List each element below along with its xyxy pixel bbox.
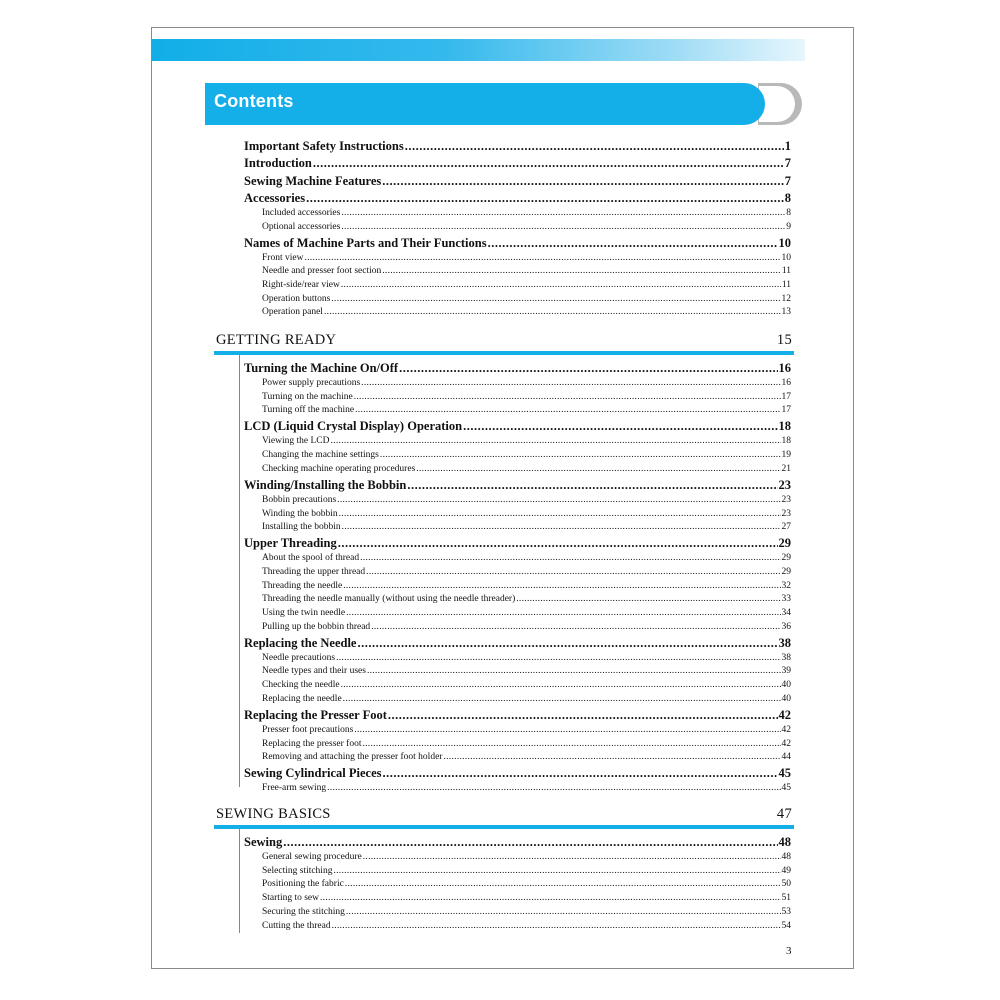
dot-leader xyxy=(331,293,780,307)
toc-entry-label: Replacing the Presser Foot xyxy=(244,707,387,722)
dot-leader xyxy=(342,521,781,535)
toc-entry-page: 50 xyxy=(781,879,791,890)
toc-entry-label: Accessories xyxy=(244,190,306,205)
toc-entry-cutting-the-thread[interactable] xyxy=(262,920,791,934)
toc-entry-label: Front view xyxy=(262,252,304,263)
toc-entry-label: Turning the Machine On/Off xyxy=(244,361,399,375)
toc-entry-threading-the-needle-manually-without-using-the-needle-threader[interactable] xyxy=(262,593,791,607)
toc-entry-starting-to-sew[interactable] xyxy=(262,892,791,906)
toc-entry-label: Sewing Cylindrical Pieces xyxy=(244,766,382,781)
toc-entry-label: Free-arm sewing xyxy=(262,783,327,794)
toc-entry-power-supply-precautions[interactable] xyxy=(262,377,791,391)
toc-entry-threading-the-upper-thread[interactable] xyxy=(262,566,791,580)
toc-entry-label: Winding the bobbin xyxy=(262,508,338,519)
dot-leader xyxy=(304,252,780,266)
toc-entry-page: 38 xyxy=(781,652,791,663)
toc-entry-label: Sewing Machine Features xyxy=(244,173,382,188)
toc-entry-label: Sewing xyxy=(244,835,283,849)
toc-entry-label: Replacing the needle xyxy=(262,693,342,704)
dot-leader xyxy=(383,765,778,782)
toc-entry-page: 7 xyxy=(784,156,791,171)
toc-entry-front-view[interactable] xyxy=(262,252,791,266)
toc-entry-viewing-the-lcd[interactable] xyxy=(262,435,791,449)
toc-entry-winding-installing-the-bobbin[interactable] xyxy=(244,477,791,494)
dot-leader xyxy=(341,207,785,221)
toc-entry-page: 21 xyxy=(781,463,791,474)
toc-entry-replacing-the-presser-foot[interactable] xyxy=(262,738,791,752)
page-number: 3 xyxy=(786,945,792,957)
toc-entry-label: Included accessories xyxy=(262,207,341,218)
toc-entry-page: 29 xyxy=(778,536,791,551)
section-heading-sewing-basics xyxy=(216,806,792,824)
dot-leader xyxy=(388,707,778,724)
toc-entry-included-accessories[interactable] xyxy=(262,207,791,221)
section-page: 15 xyxy=(776,332,792,348)
dot-leader xyxy=(337,494,780,508)
section-indent-line xyxy=(239,355,240,787)
toc-entry-removing-and-attaching-the-presser-foot-holder[interactable] xyxy=(262,751,791,765)
toc-entry-label: Important Safety Instructions xyxy=(244,139,404,153)
dot-leader xyxy=(360,552,780,566)
toc-entry-page: 48 xyxy=(778,835,791,849)
dot-leader xyxy=(382,265,781,279)
toc-entry-replacing-the-presser-foot[interactable] xyxy=(244,707,791,724)
toc-entry-names-of-machine-parts-and-their-functions[interactable] xyxy=(244,235,791,252)
toc-entry-page: 44 xyxy=(781,752,791,763)
toc-entry-page: 1 xyxy=(784,139,791,153)
toc-entry-label: Starting to sew xyxy=(262,893,319,904)
toc-entry-page: 29 xyxy=(781,553,791,564)
document-page xyxy=(151,27,854,969)
toc-entry-page: 33 xyxy=(781,594,791,605)
dot-leader xyxy=(516,593,780,607)
toc-entry-label: Names of Machine Parts and Their Functions xyxy=(244,235,487,250)
toc-entry-general-sewing-procedure[interactable] xyxy=(262,851,791,865)
toc-entry-page: 42 xyxy=(781,738,791,749)
dot-leader xyxy=(366,566,780,580)
dot-leader xyxy=(382,173,783,190)
toc-entry-turning-off-the-machine[interactable] xyxy=(262,404,791,418)
toc-entry-sewing-machine-features[interactable] xyxy=(244,173,791,190)
toc-entry-label: Needle precautions xyxy=(262,652,336,663)
toc-entry-label: Turning off the machine xyxy=(262,405,355,416)
toc-entry-page: 10 xyxy=(778,235,791,250)
dot-leader xyxy=(320,892,781,906)
toc-entry-label: Viewing the LCD xyxy=(262,436,330,447)
toc-entry-using-the-twin-needle[interactable] xyxy=(262,607,791,621)
top-gradient-bar xyxy=(152,39,805,61)
toc-entry-label: Turning on the machine xyxy=(262,391,353,402)
page-title: Contents xyxy=(214,91,294,111)
section-title: GETTING READY xyxy=(216,332,337,348)
dot-leader xyxy=(331,435,781,449)
toc-entry-label: Pulling up the bobbin thread xyxy=(262,621,371,632)
toc-entry-label: Selecting stitching xyxy=(262,865,333,876)
toc-entry-page: 51 xyxy=(781,893,791,904)
dot-leader xyxy=(333,865,780,879)
toc-entry-page: 23 xyxy=(781,494,791,505)
contents-banner xyxy=(205,83,765,125)
dot-leader xyxy=(346,607,780,621)
dot-leader xyxy=(306,190,784,207)
toc-entry-label: Checking machine operating procedures xyxy=(262,463,416,474)
toc-entry-replacing-the-needle[interactable] xyxy=(244,635,791,652)
toc-entry-label: Installing the bobbin xyxy=(262,522,341,533)
toc-entry-threading-the-needle[interactable] xyxy=(262,580,791,594)
toc-entry-page: 16 xyxy=(778,361,791,375)
toc-entry-page: 19 xyxy=(781,450,791,461)
dot-leader xyxy=(341,279,781,293)
toc-entry-label: Threading the needle xyxy=(262,580,343,591)
toc-entry-label: Removing and attaching the presser foot holder xyxy=(262,752,443,763)
dot-leader xyxy=(363,851,781,865)
dot-leader xyxy=(313,155,784,172)
toc-entry-label: Using the twin needle xyxy=(262,608,346,618)
toc-entry-needle-types-and-their-uses[interactable] xyxy=(262,665,791,679)
dot-leader xyxy=(338,535,778,552)
toc-entry-page: 39 xyxy=(781,666,791,677)
dot-leader xyxy=(327,782,780,796)
toc-entry-replacing-the-needle[interactable] xyxy=(262,693,791,707)
toc-entry-page: 53 xyxy=(781,906,791,917)
toc-entry-page: 16 xyxy=(781,378,791,388)
dot-leader xyxy=(362,738,780,752)
toc-entry-needle-precautions[interactable] xyxy=(262,652,791,666)
toc-entry-page: 27 xyxy=(781,522,791,533)
toc-entry-lcd-liquid-crystal-display-operation[interactable] xyxy=(244,418,791,435)
toc-entry-changing-the-machine-settings[interactable] xyxy=(262,449,791,463)
toc-entry-page: 23 xyxy=(778,477,791,492)
toc-entry-page: 17 xyxy=(781,391,791,402)
toc-entry-label: Optional accessories xyxy=(262,221,341,232)
section-rule xyxy=(214,351,794,355)
toc-entry-page: 23 xyxy=(781,508,791,519)
toc-entry-page: 34 xyxy=(781,608,791,618)
toc-entry-page: 11 xyxy=(781,280,791,290)
toc-entry-page: 12 xyxy=(781,293,791,304)
dot-leader xyxy=(443,751,780,765)
dot-leader xyxy=(407,477,777,494)
toc-entry-sewing-cylindrical-pieces[interactable] xyxy=(244,765,791,782)
toc-entry-upper-threading[interactable] xyxy=(244,535,791,552)
toc-entry-page: 8 xyxy=(786,207,791,218)
dot-leader xyxy=(357,635,777,652)
dot-leader xyxy=(341,221,785,235)
toc-entry-installing-the-bobbin[interactable] xyxy=(262,521,791,535)
toc-entry-important-safety-instructions[interactable] xyxy=(244,138,791,155)
toc-entry-label: Power supply precautions xyxy=(262,378,361,388)
dot-leader xyxy=(488,235,778,252)
toc-entry-label: About the spool of thread xyxy=(262,553,360,564)
section-title: SEWING BASICS xyxy=(216,806,331,822)
section-rule xyxy=(214,825,794,829)
toc-entry-page: 10 xyxy=(781,252,791,263)
toc-entry-selecting-stitching[interactable] xyxy=(262,865,791,879)
toc-entry-label: Threading the upper thread xyxy=(262,566,366,577)
toc-entry-operation-buttons[interactable] xyxy=(262,293,791,307)
toc-entry-checking-the-needle[interactable] xyxy=(262,679,791,693)
toc-entry-label: Needle and presser foot section xyxy=(262,266,382,277)
dot-leader xyxy=(346,906,781,920)
toc-entry-page: 13 xyxy=(781,307,791,318)
toc-entry-needle-and-presser-foot-section[interactable] xyxy=(262,265,791,279)
toc-entry-label: Changing the machine settings xyxy=(262,450,379,461)
dot-leader xyxy=(324,306,781,320)
toc-entry-label: Operation panel xyxy=(262,307,323,318)
toc-entry-label: Upper Threading xyxy=(244,536,337,551)
toc-entry-turning-the-machine-on-off[interactable] xyxy=(244,360,791,377)
toc-entry-label: Needle types and their uses xyxy=(262,666,366,677)
toc-entry-label: Replacing the Needle xyxy=(244,635,357,650)
toc-entry-about-the-spool-of-thread[interactable] xyxy=(262,552,791,566)
toc-entry-label: LCD (Liquid Crystal Display) Operation xyxy=(244,419,463,434)
toc-entry-page: 9 xyxy=(786,221,791,232)
toc-entry-page: 49 xyxy=(781,865,791,876)
toc-entry-free-arm-sewing[interactable] xyxy=(262,782,791,796)
toc-entry-label: Operation buttons xyxy=(262,293,331,304)
dot-leader xyxy=(283,834,777,851)
dot-leader xyxy=(463,418,777,435)
dot-leader xyxy=(371,621,780,635)
dot-leader xyxy=(336,652,780,666)
toc-entry-securing-the-stitching[interactable] xyxy=(262,906,791,920)
toc-entry-page: 40 xyxy=(781,680,791,691)
toc-entry-label: General sewing procedure xyxy=(262,852,362,862)
dot-leader xyxy=(345,878,781,892)
dot-leader xyxy=(343,693,781,707)
dot-leader xyxy=(405,138,784,155)
dot-leader xyxy=(416,463,780,477)
toc-entry-label: Positioning the fabric xyxy=(262,879,344,890)
toc-entry-page: 29 xyxy=(781,566,791,577)
toc-entry-label: Right-side/rear view xyxy=(262,280,340,290)
section-heading-getting-ready xyxy=(216,332,792,350)
toc-entry-page: 38 xyxy=(778,635,791,650)
dot-leader xyxy=(399,360,777,377)
toc-entry-right-side-rear-view[interactable] xyxy=(262,279,791,293)
toc-entry-label: Presser foot precautions xyxy=(262,724,354,735)
dot-leader xyxy=(339,508,781,522)
toc-entry-label: Threading the needle manually (without using the needle threader) xyxy=(262,594,516,605)
toc-entry-bobbin-precautions[interactable] xyxy=(262,494,791,508)
toc-entry-page: 45 xyxy=(778,766,791,781)
dot-leader xyxy=(355,404,780,418)
dot-leader xyxy=(354,391,781,405)
toc-entry-checking-machine-operating-procedures[interactable] xyxy=(262,463,791,477)
section-indent-line xyxy=(239,829,240,933)
toc-entry-accessories[interactable] xyxy=(244,190,791,207)
toc-entry-page: 45 xyxy=(781,783,791,794)
toc-entry-page: 18 xyxy=(781,436,791,447)
toc-entry-page: 8 xyxy=(784,190,791,205)
toc-entry-sewing[interactable] xyxy=(244,834,791,851)
toc-entry-label: Replacing the presser foot xyxy=(262,738,362,749)
dot-leader xyxy=(380,449,781,463)
toc-entry-optional-accessories[interactable] xyxy=(262,221,791,235)
toc-entry-page: 40 xyxy=(781,693,791,704)
toc-entry-page: 42 xyxy=(781,724,791,735)
toc-entry-label: Bobbin precautions xyxy=(262,494,337,505)
toc-entry-page: 36 xyxy=(781,621,791,632)
toc-entry-page: 18 xyxy=(778,419,791,434)
section-page: 47 xyxy=(776,806,792,822)
toc-entry-winding-the-bobbin[interactable] xyxy=(262,508,791,522)
toc-entry-introduction[interactable] xyxy=(244,155,791,172)
toc-entry-page: 11 xyxy=(781,266,791,277)
toc-entry-presser-foot-precautions[interactable] xyxy=(262,724,791,738)
toc-entry-turning-on-the-machine[interactable] xyxy=(262,391,791,405)
toc-entry-operation-panel[interactable] xyxy=(262,306,791,320)
dot-leader xyxy=(354,724,780,738)
toc-entry-page: 54 xyxy=(781,920,791,931)
toc-entry-page: 48 xyxy=(781,852,791,862)
dot-leader xyxy=(361,377,780,391)
toc-entry-label: Introduction xyxy=(244,156,312,171)
toc-entry-page: 7 xyxy=(784,173,791,188)
toc-entry-page: 17 xyxy=(781,405,791,416)
dot-leader xyxy=(332,920,781,934)
toc-entry-page: 42 xyxy=(778,707,791,722)
dot-leader xyxy=(367,665,781,679)
toc-entry-label: Checking the needle xyxy=(262,680,340,691)
toc-entry-label: Securing the stitching xyxy=(262,906,345,917)
toc-entry-label: Cutting the thread xyxy=(262,920,331,931)
toc-entry-page: 32 xyxy=(781,580,791,591)
toc-entry-positioning-the-fabric[interactable] xyxy=(262,878,791,892)
toc-entry-pulling-up-the-bobbin-thread[interactable] xyxy=(262,621,791,635)
dot-leader xyxy=(343,580,780,594)
dot-leader xyxy=(341,679,781,693)
toc-entry-label: Winding/Installing the Bobbin xyxy=(244,477,407,492)
